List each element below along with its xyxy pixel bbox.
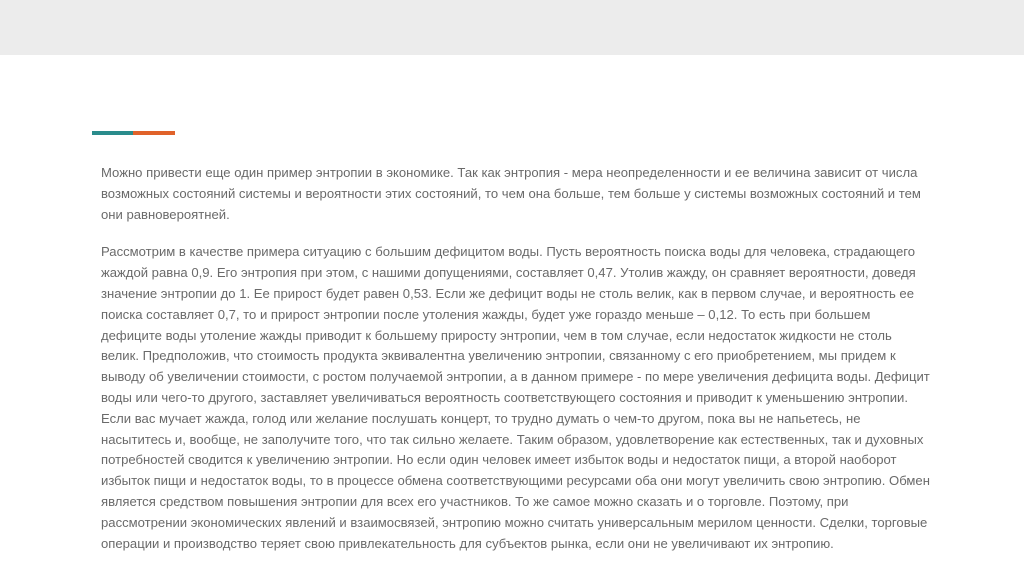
accent-bar (92, 131, 175, 135)
paragraph-example: Рассмотрим в качестве примера ситуацию с большим дефицитом воды. Пусть вероятность поиска воды для человека, страдающего жаждой равна 0,9. Его энтропия при этом, с нашими допущениями, составляет 0,47. Утолив жажду, он сравняет вероятности, доведя значение энтропии до 1. Ее прирост будет равен 0,53. Если же дефицит воды не столь велик, как в первом случае, и вероятность ее поиска составляет 0,7, то и прирост энтропии после утоления жажды, будет уже гораздо меньше – 0,12. То есть при большем дефиците воды утоление жажды приводит к большему приросту энтропии, чем в том случае, если недостаток жидкости не столь велик. Предположив, что стоимость продукта эквивалентна увеличению энтропии, связанному с его приобретением, мы придем к выводу об увеличении стоимости, с ростом получаемой энтропии, а в данном примере - по мере увеличения дефицита воды. Дефицит воды или чего-то другого, заставляет увеличиваться вероятность соответствующего состояния и приводит к уменьшению энтропии. Если вас мучает жажда, голод или желание послушать концерт, то трудно думать о чем-то другом, пока вы не напьетесь, не насытитесь и, вообще, не заполучите того, что так сильно желаете. Таким образом, удовлетворение как естественных, так и духовных потребностей сводится к увеличению энтропии. Но если один человек имеет избыток воды и недостаток пищи, а второй наоборот избыток пищи и недостаток воды, то в процессе обмена соответствующими ресурсами оба они могут увеличить свою энтропию. Обмен является средством повышения энтропии для всех его участников. То же самое можно сказать и о торговле. Поэтому, при рассмотрении экономических явлений и взаимосвязей, энтропию можно считать универсальным мерилом ценности. Сделки, торговые операции и производство теряет свою привлекательность для субъектов рынка, если они не увеличивают их энтропию. (101, 244, 930, 551)
accent-bar-teal (92, 131, 133, 135)
slide-body (101, 163, 931, 554)
header-band (0, 0, 1024, 55)
paragraph-intro: Можно привести еще один пример энтропии в экономике. Так как энтропия - мера неопределенности и ее величина зависит от числа возможных состояний системы и вероятности этих состояний, то чем она больше, тем больше у системы возможных состояний и тем они равновероятней. (101, 165, 921, 222)
accent-bar-orange (133, 131, 175, 135)
